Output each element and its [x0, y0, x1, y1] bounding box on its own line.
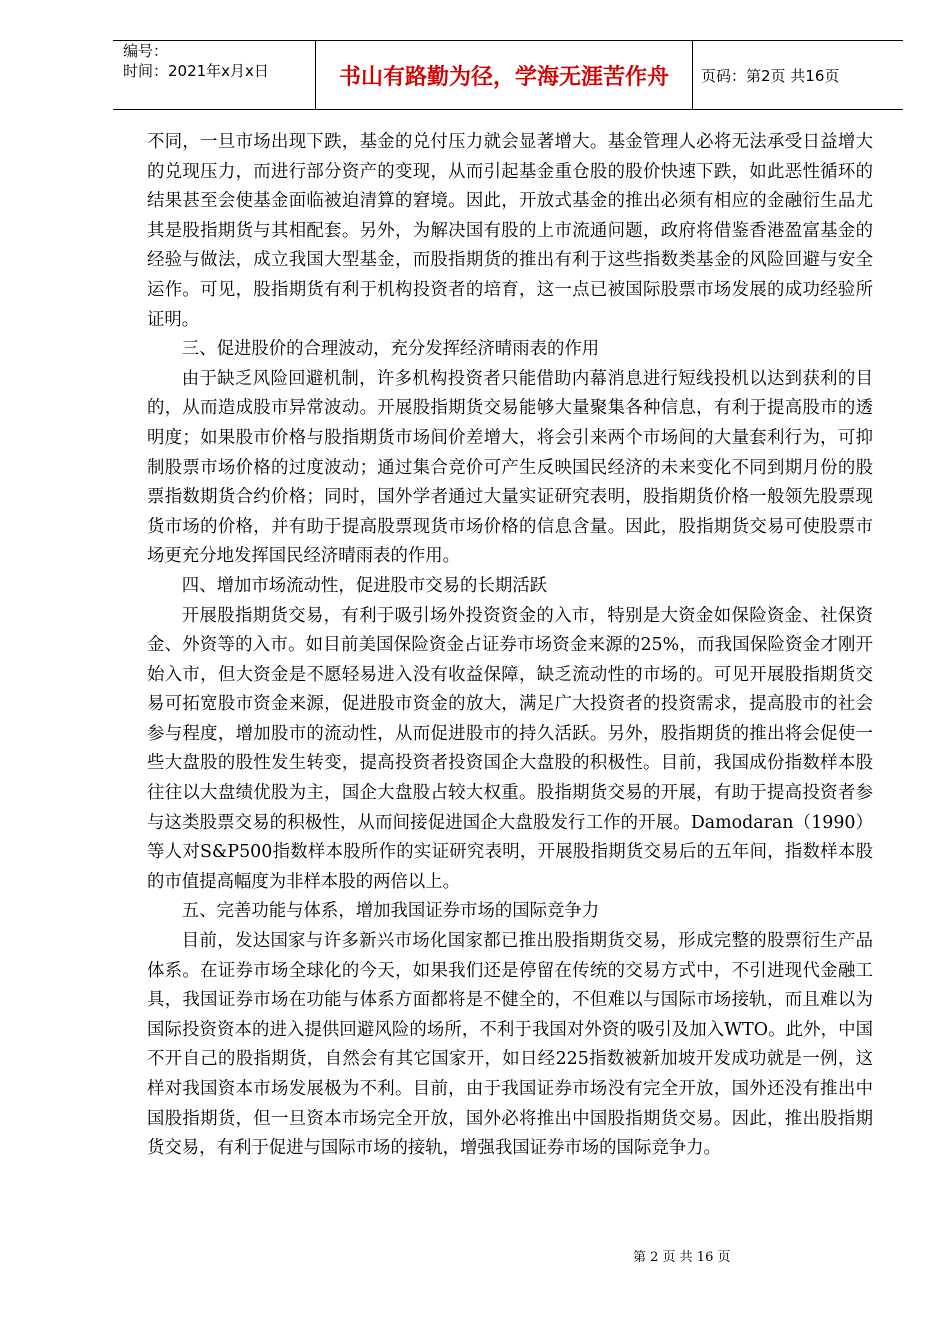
document-number-label: 编号： — [123, 42, 169, 60]
section-heading: 四、增加市场流动性，促进股市交易的长期活跃 — [181, 575, 548, 596]
page-header — [113, 40, 903, 110]
footer-page-number: 第 2 页 共 16 页 — [633, 1250, 731, 1265]
section-heading: 三、促进股价的合理波动，充分发挥经济晴雨表的作用 — [181, 339, 600, 360]
body-paragraph: 目前，发达国家与许多新兴市场化国家都已推出股指期货交易，形成完整的股票衍生产品体系。在证券市场全球化的今天，如果我们还是停留在传统的交易方式中，不引进现代金融工具，我国证券市场在功能与体系方面都将是不健全的，不但难以与国际市场接轨，而且难以为国际投资资本的进入提供回避风险的场所，不利于我国对外资的吸引及加入WTO。此外，中国不开自己的股指期货，自然会有其它国家开，如日经225指数被新加坡开发成功就是一例，这样对我国资本市场发展极为不利。目前，由于我国证券市场没有完全开放，国外还没有推出中国股指期货，但一旦资本市场完全开放，国外必将推出中国股指期货交易。因此，推出股指期货交易，有利于促进与国际市场的接轨，增强我国证券市场的国际竞争力。 — [147, 931, 873, 1159]
header-meta — [113, 41, 316, 109]
body-paragraph: 不同，一旦市场出现下跌，基金的兑付压力就会显著增大。基金管理人必将无法承受日益增大的兑现压力，而进行部分资产的变现，从而引起基金重仓股的股价快速下跌，如此恶性循环的结果甚至会使基金面临被迫清算的窘境。因此，开放式基金的推出必须有相应的金融衍生品尤其是股指期货与其相配套。另外，为解决国有股的上市流通问题，政府将借鉴香港盈富基金的经验与做法，成立我国大型基金，而股指期货的推出有利于这些指数类基金的风险回避与安全运作。可见，股指期货有利于机构投资者的培育，这一点已被国际股票市场发展的成功经验所证明。 — [147, 132, 873, 330]
header-page-info: 页码：第2页 共16页 — [701, 66, 840, 85]
header-motto: 书山有路勤为径，学海无涯苦作舟 — [316, 41, 693, 109]
body-paragraph: 由于缺乏风险回避机制，许多机构投资者只能借助内幕消息进行短线投机以达到获利的目的，从而造成股市异常波动。开展股指期货交易能够大量聚集各种信息，有利于提高股市的透明度；如果股市价格与股指期货市场间价差增大，将会引来两个市场间的大量套利行为，可抑制股票市场价格的过度波动；通过集合竞价可产生反映国民经济的未来变化不同到期月份的股票指数期货合约价格；同时，国外学者通过大量实证研究表明，股指期货价格一般领先股票现货市场的价格，并有助于提高股票现货市场价格的信息含量。因此，股指期货交易可使股票市场更充分地发挥国民经济晴雨表的作用。 — [147, 368, 873, 567]
body-paragraph: 开展股指期货交易，有利于吸引场外投资资金的入市，特别是大资金如保险资金、社保资金、外资等的入市。如目前美国保险资金占证券市场资金来源的25%，而我国保险资金才刚开始入市，但大资金是不愿轻易进入没有收益保障，缺乏流动性的市场的。可见开展股指期货交易可拓宽股市资金来源，促进股市资金的放大，满足广大投资者的投资需求，提高股市的社会参与程度，增加股市的流动性，从而促进股市的持久活跃。另外，股指期货的推出将会促使一些大盘股的股性发生转变，提高投资者投资国企大盘股的积极性。目前，我国成份指数样本股往往以大盘绩优股为主，国企大盘股占较大权重。股指期货交易的开展，有助于提高投资者参与这类股票交易的积极性，从而间接促进国企大盘股发行工作的开展。Damodaran（1990）等人对S&P500指数样本股所作的实证研究表明，开展股指期货交易后的五年间，指数样本股的市值提高幅度为非样本股的两倍以上。 — [147, 605, 873, 892]
document-body — [147, 128, 873, 1164]
document-time-label: 时间：2021年x月x日 — [123, 62, 269, 80]
section-heading: 五、完善功能与体系，增加我国证券市场的国际竞争力 — [181, 901, 600, 922]
